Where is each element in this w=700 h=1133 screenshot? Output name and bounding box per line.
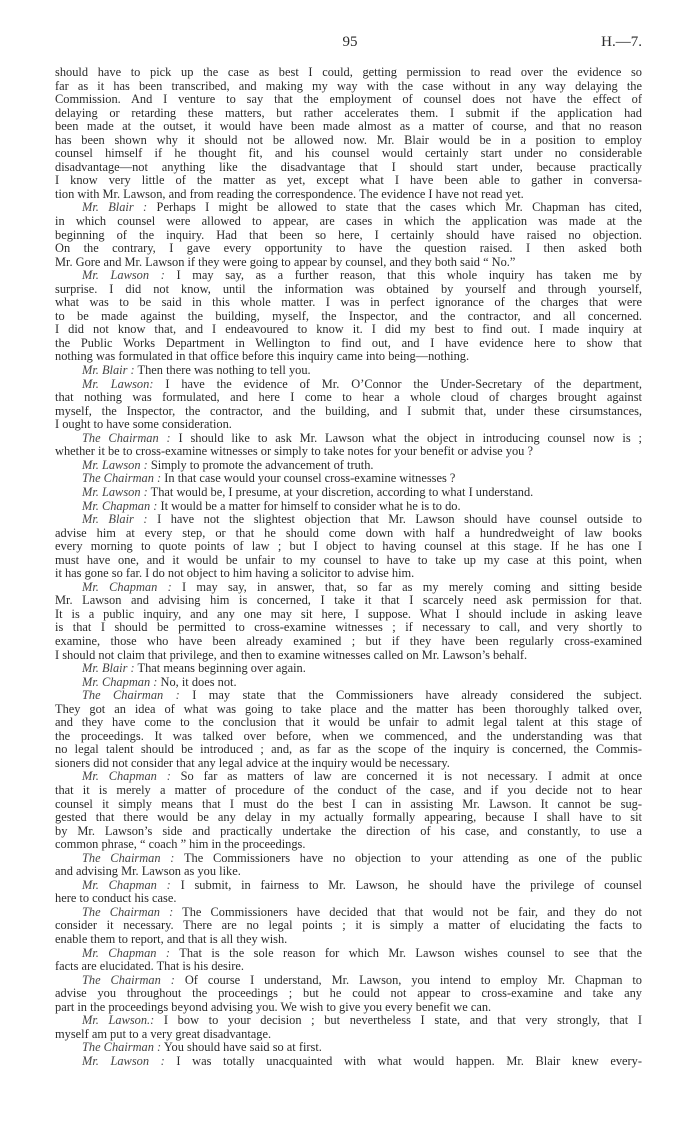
speaker-name: Mr. Chapman : — [82, 945, 171, 960]
paragraph — [55, 906, 642, 947]
line-text: That is the sole reason for which Mr. Lawson wishes counsel to see that the — [179, 945, 642, 960]
text-line — [55, 987, 642, 1001]
text-line — [55, 1055, 642, 1069]
line-text: it has gone so far. I do not object to him having a solicitor to advise him. — [55, 566, 415, 581]
speaker-name: Mr. Blair : — [82, 200, 148, 215]
speaker-name: Mr. Lawson : — [82, 484, 148, 499]
text-line — [55, 147, 642, 161]
speaker-name: Mr. Lawson : — [82, 1053, 165, 1068]
line-text: No, it does not. — [160, 674, 237, 689]
speaker-name: Mr. Blair : — [82, 661, 135, 676]
line-text: The Commissioners have decided that that would not be fair, and they do not — [182, 904, 642, 919]
text-line — [55, 581, 642, 595]
text-line — [55, 337, 642, 351]
line-text: Mr. Gore and Mr. Lawson if they were going to appear by counsel, and they both said “ No.” — [55, 254, 516, 269]
text-line — [55, 947, 642, 961]
line-text: every morning to quote points of law ; but I object to having counsel at this stage. If he has one I — [55, 539, 642, 554]
speaker-name: The Chairman : — [82, 688, 180, 703]
paragraph — [55, 1055, 642, 1069]
text-line — [55, 1028, 642, 1042]
line-text: You should have said so at first. — [163, 1040, 322, 1055]
line-text: and advising Mr. Lawson as you like. — [55, 864, 241, 879]
speaker-name: Mr. Lawson : — [82, 457, 148, 472]
text-line — [55, 445, 642, 459]
text-line — [55, 716, 642, 730]
text-line — [55, 364, 642, 378]
text-line — [55, 1014, 642, 1028]
text-line — [55, 66, 642, 80]
speaker-name: Mr. Lawson.: — [82, 1013, 155, 1028]
line-text: I have not the slightest objection that Mr. Lawson should have counsel outside to — [157, 512, 642, 527]
line-text: here to conduct his case. — [55, 891, 177, 906]
line-text: Simply to promote the advancement of truth. — [150, 457, 374, 472]
text-line — [55, 879, 642, 893]
text-line — [55, 1001, 642, 1015]
text-line — [55, 418, 642, 432]
paragraph — [55, 269, 642, 364]
line-text: The Commissioners have no objection to your attending as one of the public — [183, 850, 643, 865]
paragraph — [55, 879, 642, 906]
text-line — [55, 662, 642, 676]
paragraph — [55, 676, 642, 690]
line-text: myself, the Inspector, the contractor, and the building, and I submit that, under these cirsumstances, — [55, 403, 642, 418]
line-text: examine, those who have been already examined ; but if they have been regularly cross-examined — [55, 633, 642, 648]
text-line — [55, 283, 642, 297]
text-line — [55, 188, 642, 202]
document-reference: H.—7. — [601, 34, 642, 50]
line-text: far as it has been transcribed, and making my way with the case without in any way delaying the — [55, 78, 642, 93]
line-text: tion with Mr. Lawson, and from reading the correspondence. The evidence I have not read yet. — [55, 186, 524, 201]
text-line — [55, 919, 642, 933]
line-text: by Mr. Lawson’s side and practically undertake the direction of his case, and constantly, to use a — [55, 823, 642, 838]
line-text: the proceedings. It was talked over before, when we commenced, and the understanding was that — [55, 728, 642, 743]
text-line — [55, 527, 642, 541]
speaker-name: Mr. Chapman : — [82, 674, 158, 689]
paragraph — [55, 472, 642, 486]
line-text: That means beginning over again. — [137, 661, 306, 676]
text-line — [55, 811, 642, 825]
text-line — [55, 689, 642, 703]
text-line — [55, 229, 642, 243]
text-line — [55, 594, 642, 608]
speaker-name: The Chairman : — [82, 904, 174, 919]
speaker-name: Mr. Blair : — [82, 512, 148, 527]
paragraph — [55, 689, 642, 770]
line-text: nothing was formulated in that office before this inquiry came into being—nothing. — [55, 349, 470, 364]
line-text: counsel it simply means that I must do the best I can in assisting Mr. Lawson. It cannot be sug- — [55, 796, 642, 811]
line-text: Of course I understand, Mr. Lawson, you intend to employ Mr. Chapman to — [184, 972, 642, 987]
line-text: That would be, I presume, at your discretion, according to what I understand. — [150, 484, 534, 499]
line-text: Then there was nothing to tell you. — [137, 363, 311, 378]
text-line — [55, 554, 642, 568]
text-line — [55, 134, 642, 148]
text-line — [55, 486, 642, 500]
text-line — [55, 378, 642, 392]
line-text: advise you throughout the proceedings ; but he could not appear to cross-examine and take any — [55, 986, 642, 1001]
line-text: On the contrary, I gave every opportunity to have the question raised. I then asked both — [55, 241, 642, 256]
text-line — [55, 960, 642, 974]
line-text: beginning of the inquiry. Had that been so here, I certainly should have raised no objection. — [55, 227, 642, 242]
text-line — [55, 743, 642, 757]
speaker-name: The Chairman : — [82, 471, 162, 486]
speaker-name: Mr. Chapman : — [82, 877, 171, 892]
line-text: Perhaps I might be allowed to state that the cases which Mr. Chapman has cited, — [156, 200, 642, 215]
text-line — [55, 770, 642, 784]
line-text: whether it be to cross-examine witnesses or simply to take notes for your benefit or advise you ? — [55, 444, 533, 459]
line-text: is that I should be permitted to cross-examine witnesses ; if necessary to call, and very shortly to — [55, 620, 642, 635]
paragraph — [55, 1014, 642, 1041]
line-text: In that case would your counsel cross-examine witnesses ? — [164, 471, 456, 486]
line-text: surprise. I did not know, until the information was obtained by yourself and through yourself, — [55, 281, 642, 296]
line-text: I submit, in fairness to Mr. Lawson, he should have the privilege of counsel — [180, 877, 642, 892]
speaker-name: Mr. Blair : — [82, 363, 135, 378]
text-line — [55, 621, 642, 635]
document-body — [55, 66, 642, 1068]
text-line — [55, 540, 642, 554]
paragraph — [55, 662, 642, 676]
paragraph — [55, 378, 642, 432]
text-line — [55, 161, 642, 175]
paragraph — [55, 947, 642, 974]
paragraph — [55, 459, 642, 473]
text-line — [55, 174, 642, 188]
paragraph — [55, 432, 642, 459]
text-line — [55, 405, 642, 419]
text-line — [55, 906, 642, 920]
line-text: I ought to have some consideration. — [55, 417, 232, 432]
text-line — [55, 974, 642, 988]
text-line — [55, 567, 642, 581]
text-line — [55, 784, 642, 798]
text-line — [55, 513, 642, 527]
text-line — [55, 472, 642, 486]
line-text: in which counsel were allowed to appear, are cases in which the application was made at the — [55, 214, 642, 229]
text-line — [55, 933, 642, 947]
speaker-name: Mr. Chapman : — [82, 498, 158, 513]
line-text: I may say, as a further reason, that this whole inquiry has taken me by — [176, 268, 642, 283]
line-text: I should not claim that privilege, and then to examine witnesses called on Mr. Lawson’s behalf. — [55, 647, 528, 662]
paragraph — [55, 852, 642, 879]
line-text: what was to be said in this whole matter. I was in perfect ignorance of the charges that were — [55, 295, 642, 310]
text-line — [55, 432, 642, 446]
text-line — [55, 215, 642, 229]
page-number: 95 — [342, 34, 358, 50]
line-text: advise him at every step, or that he should come down with half a hundredweight of law books — [55, 525, 642, 540]
text-line — [55, 391, 642, 405]
line-text: It is a public inquiry, and any one may sit here, I suppose. What I should include in asking leave — [55, 606, 642, 621]
text-line — [55, 865, 642, 879]
text-line — [55, 703, 642, 717]
text-line — [55, 120, 642, 134]
text-line — [55, 350, 642, 364]
line-text: no legal talent should be introduced ; and, as far as the scope of the inquiry is concerned, the Commis- — [55, 742, 642, 757]
text-line — [55, 825, 642, 839]
line-text: must have one, and it would be unfair to my counsel to have to take up my case at this point, when — [55, 552, 642, 567]
line-text: facts are elucidated. That is his desire. — [55, 959, 244, 974]
text-line — [55, 201, 642, 215]
paragraph — [55, 770, 642, 851]
line-text: It would be a matter for himself to consider what he is to do. — [160, 498, 461, 513]
line-text: They got an idea of what was going to take place and the matter has been thoroughly talked over, — [55, 701, 642, 716]
line-text: has been shown why it should not be allowed now. Mr. Blair would be in a position to employ — [55, 132, 642, 147]
speaker-name: Mr. Chapman : — [82, 579, 172, 594]
text-line — [55, 852, 642, 866]
line-text: consider it necessary. There are no legal points ; it is simply a matter of elucidating the facts to — [55, 918, 642, 933]
text-line — [55, 798, 642, 812]
line-text: the Public Works Department in Wellington to find out, and I have evidence here to show that — [55, 335, 642, 350]
text-line — [55, 93, 642, 107]
text-line — [55, 296, 642, 310]
line-text: gested that there would be any delay in my actually formally appearing, because I shall have to sit — [55, 810, 642, 825]
line-text: that nothing was formulated, and here I come to hear a whole cloud of charges brought against — [55, 390, 642, 405]
text-line — [55, 1041, 642, 1055]
line-text: to be made against the building, myself, the Inspector, and the contractor, and all concerned. — [55, 308, 642, 323]
speaker-name: Mr. Chapman : — [82, 769, 171, 784]
text-line — [55, 730, 642, 744]
text-line — [55, 608, 642, 622]
text-line — [55, 242, 642, 256]
text-line — [55, 838, 642, 852]
line-text: Commission. And I venture to say that the employment of counsel does not have the effect of — [55, 92, 642, 107]
speaker-name: The Chairman : — [82, 1040, 162, 1055]
line-text: disadvantage—not anything like the disadvantage that I should start under, because practically — [55, 159, 642, 174]
line-text: I have the evidence of Mr. O’Connor the Under-Secretary of the department, — [165, 376, 642, 391]
line-text: sioners did not consider that any legal advice at the inquiry would be necessary. — [55, 755, 450, 770]
line-text: I should like to ask Mr. Lawson what the object in introducing counsel now is ; — [178, 430, 642, 445]
line-text: enable them to report, and that is all they wish. — [55, 932, 288, 946]
paragraph — [55, 1041, 642, 1055]
line-text: counsel himself if he thought fit, and his counsel would certainly start under no considerable — [55, 146, 642, 161]
line-text: been made at the outset, it would have been made almost as a matter of course, and that no reason — [55, 119, 642, 134]
line-text: that it is merely a matter of procedure of the conduct of the case, and if you decide not to hear — [55, 782, 642, 797]
text-line — [55, 80, 642, 94]
speaker-name: The Chairman : — [82, 430, 171, 445]
speaker-name: The Chairman : — [82, 972, 175, 987]
paragraph — [55, 513, 642, 581]
text-line — [55, 649, 642, 663]
text-line — [55, 107, 642, 121]
paragraph — [55, 364, 642, 378]
text-line — [55, 459, 642, 473]
text-line — [55, 323, 642, 337]
line-text: myself am put to a very great disadvantage. — [55, 1026, 272, 1041]
line-text: Mr. Lawson and advising him is concerned, I take it that I scarcely need ask permission for that. — [55, 593, 642, 608]
text-line — [55, 635, 642, 649]
paragraph — [55, 201, 642, 269]
line-text: I know very little of the matter as yet, except what I have been able to gather in conversa- — [55, 173, 642, 188]
text-line — [55, 757, 642, 771]
paragraph — [55, 66, 642, 201]
line-text: So far as matters of law are concerned it is not necessary. I admit at once — [180, 769, 642, 784]
text-line — [55, 892, 642, 906]
text-line — [55, 310, 642, 324]
line-text: I did not know that, and I endeavoured to know it. I did my best to find out. I made inquiry at — [55, 322, 642, 337]
line-text: I was totally unacquainted with what would happen. Mr. Blair knew every- — [176, 1053, 642, 1068]
paragraph — [55, 581, 642, 662]
speaker-name: Mr. Lawson: — [82, 376, 154, 391]
line-text: I may say, in answer, that, so far as my merely coming and sitting beside — [181, 579, 642, 594]
line-text: part in the proceedings beyond advising you. We wish to give you every benefit we can. — [55, 999, 492, 1014]
paragraph — [55, 500, 642, 514]
speaker-name: Mr. Lawson : — [82, 268, 165, 283]
line-text: and they have come to the conclusion that it would be unfair to admit legal talent at this stage of — [55, 715, 642, 730]
speaker-name: The Chairman : — [82, 850, 175, 865]
paragraph — [55, 486, 642, 500]
line-text: should have to pick up the case as best I could, getting permission to read over the evidence so — [55, 65, 642, 79]
line-text: I bow to your decision ; but nevertheless I state, and that very strongly, that I — [163, 1013, 642, 1028]
text-line — [55, 500, 642, 514]
paragraph — [55, 974, 642, 1015]
text-line — [55, 269, 642, 283]
line-text: I may state that the Commissioners have already considered the subject. — [192, 688, 643, 703]
text-line — [55, 676, 642, 690]
line-text: common phrase, “ coach ” him in the proceedings. — [55, 837, 306, 852]
text-line — [55, 256, 642, 270]
line-text: delaying or retarding these matters, but rather accelerates them. I submit if the application had — [55, 105, 642, 120]
